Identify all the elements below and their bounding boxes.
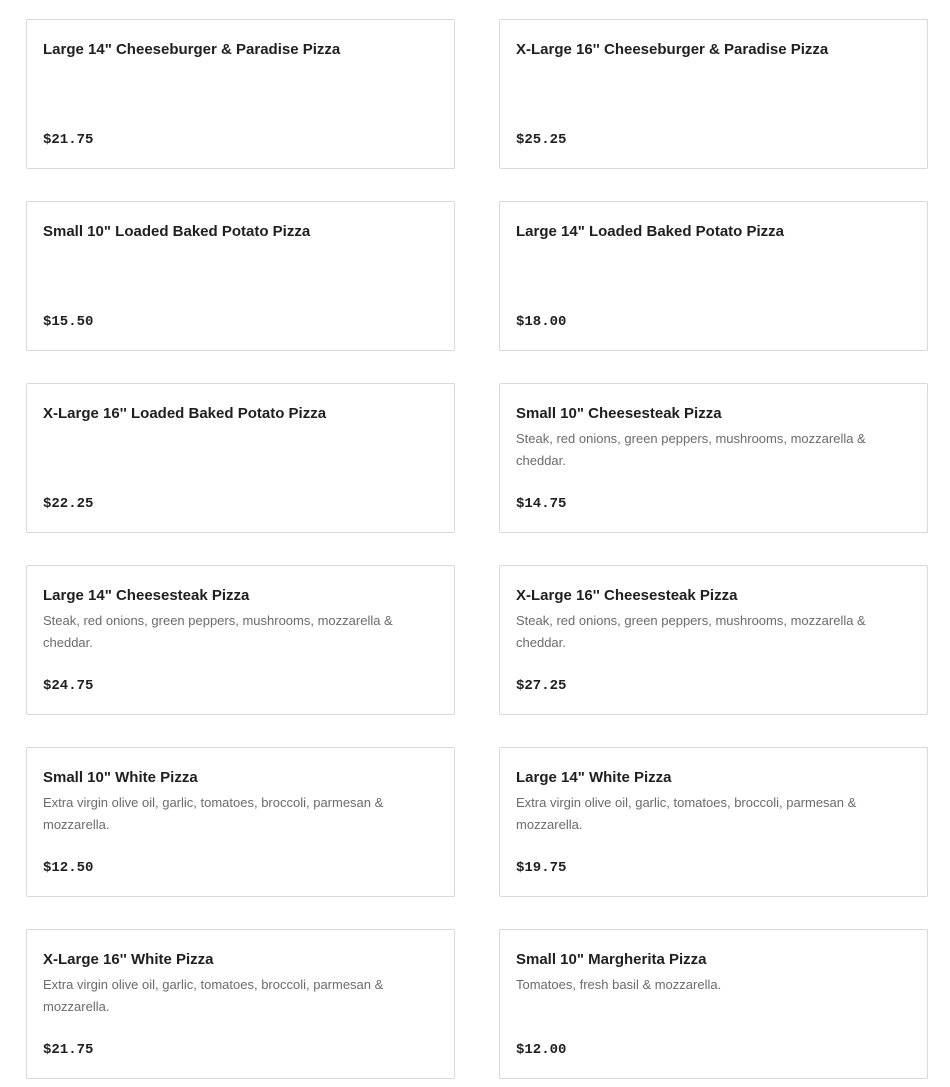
menu-item-price: $25.25 <box>516 132 567 148</box>
menu-item-title: X-Large 16'' Cheesesteak Pizza <box>516 587 738 604</box>
menu-item-card[interactable] <box>26 383 455 533</box>
menu-item-description: Tomatoes, fresh basil & mozzarella. <box>516 977 722 992</box>
menu-item-description: Steak, red onions, green peppers, mushrooms, mozzarella & cheddar. <box>516 613 866 650</box>
menu-item-title: Small 10" Margherita Pizza <box>516 951 707 968</box>
menu-item-card[interactable] <box>26 201 455 351</box>
menu-item-price: $21.75 <box>43 1042 94 1058</box>
menu-item-card[interactable] <box>499 565 928 715</box>
menu-item-title: Small 10" Loaded Baked Potato Pizza <box>43 223 311 240</box>
menu-item-title: Large 14" Loaded Baked Potato Pizza <box>516 223 785 240</box>
menu-item-card[interactable] <box>26 19 455 169</box>
menu-item-price: $18.00 <box>516 314 567 330</box>
menu-item-card[interactable] <box>26 747 455 897</box>
menu-item-card[interactable] <box>499 929 928 1079</box>
menu-item-description: Steak, red onions, green peppers, mushrooms, mozzarella & cheddar. <box>43 613 393 650</box>
menu-item-price: $22.25 <box>43 496 94 512</box>
menu-item-price: $12.50 <box>43 860 94 876</box>
menu-item-description: Steak, red onions, green peppers, mushrooms, mozzarella & cheddar. <box>516 431 866 468</box>
menu-item-price: $24.75 <box>43 678 94 694</box>
menu-item-card[interactable] <box>499 383 928 533</box>
menu-item-title: X-Large 16'' Loaded Baked Potato Pizza <box>43 405 327 422</box>
menu-item-price: $12.00 <box>516 1042 567 1058</box>
menu-item-price: $19.75 <box>516 860 567 876</box>
menu-item-price: $21.75 <box>43 132 94 148</box>
menu-item-price: $14.75 <box>516 496 567 512</box>
menu-item-description: Extra virgin olive oil, garlic, tomatoes, broccoli, parmesan & mozzarella. <box>43 977 384 1014</box>
menu-item-title: Large 14" Cheeseburger & Paradise Pizza <box>43 41 341 58</box>
menu-item-description: Extra virgin olive oil, garlic, tomatoes, broccoli, parmesan & mozzarella. <box>43 795 384 832</box>
menu-item-price: $27.25 <box>516 678 567 694</box>
menu-item-card[interactable] <box>26 929 455 1079</box>
menu-item-title: X-Large 16'' Cheeseburger & Paradise Pizza <box>516 41 829 58</box>
menu-item-description: Extra virgin olive oil, garlic, tomatoes, broccoli, parmesan & mozzarella. <box>516 795 857 832</box>
menu-item-price: $15.50 <box>43 314 94 330</box>
menu-item-title: Small 10" White Pizza <box>43 769 198 786</box>
menu-item-title: Large 14" Cheesesteak Pizza <box>43 587 250 604</box>
menu-item-card[interactable] <box>499 19 928 169</box>
menu-item-card[interactable] <box>499 747 928 897</box>
menu-item-title: Large 14" White Pizza <box>516 769 672 786</box>
menu-item-card[interactable] <box>499 201 928 351</box>
menu-item-title: Small 10" Cheesesteak Pizza <box>516 405 722 422</box>
menu-items-grid <box>26 19 928 1079</box>
menu-item-card[interactable] <box>26 565 455 715</box>
menu-item-title: X-Large 16'' White Pizza <box>43 951 214 968</box>
